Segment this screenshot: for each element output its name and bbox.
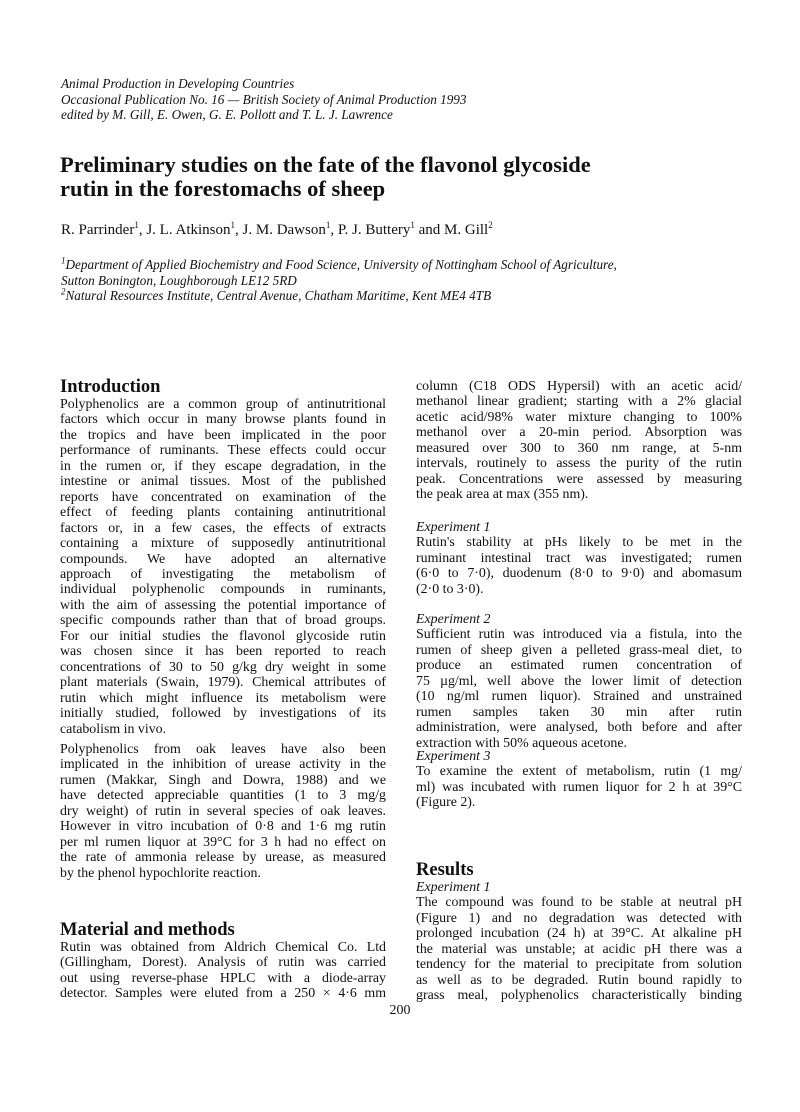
section-heading: Material and methods (60, 920, 235, 940)
paragraph (416, 627, 742, 751)
affiliation-text: Sutton Bonington, Loughborough LE12 5RD (61, 272, 297, 288)
text-line: concentrations of 30 to 50 g/kg dry weight in some (60, 659, 386, 675)
text-line: Polyphenolics from oak leaves have also been (60, 742, 386, 757)
text-line: intervals, routinely to assess the purity of the rutin (416, 456, 742, 472)
experiment-3-section (416, 749, 742, 811)
paragraph (416, 379, 742, 503)
author-name: J. L. Atkinson (146, 222, 231, 238)
series-info (61, 76, 466, 123)
text-line: effect of feeding plants containing antinutritional (60, 505, 386, 521)
text-line: For our initial studies the flavonol glycoside rutin (60, 628, 386, 644)
author-name: J. M. Dawson (242, 222, 326, 238)
text-line: acetic acid/98% water mixture changing to 100% (416, 409, 742, 425)
text-line: have detected appreciable quantities (1 to 3 mg/g (60, 788, 386, 804)
text-line: performance of ruminants. These effects could occur (60, 443, 386, 459)
introduction-section (60, 378, 386, 737)
text-line: Sufficient rutin was introduced via a fistula, into the (416, 627, 742, 643)
text-line: methanol linear gradient; starting with a 2% glacial (416, 394, 742, 410)
text-line: dry weight) of rutin in several species of oak leaves. (60, 803, 386, 819)
text-line: the material was unstable; at acidic pH there was a (416, 941, 742, 957)
text-line: initially studied, followed by investigations of its (60, 706, 386, 722)
text-line: (6·0 to 7·0), duodenum (8·0 to 9·0) and abomasum (416, 566, 742, 582)
paragraph (416, 535, 742, 597)
section-heading: Results (416, 860, 474, 880)
text-line: methanol over a 20-min period. Absorption was (416, 425, 742, 441)
text-line: measured over 300 to 360 nm range, at 5-nm (416, 440, 742, 456)
text-line: out using reverse-phase HPLC with a diode-array (60, 970, 386, 986)
text-line: was chosen since it has been reported to reach (60, 644, 386, 660)
text-line: extraction with 50% aqueous acetone. (416, 735, 627, 751)
text-line: factors or, in a few cases, the effects of extracts (60, 520, 386, 536)
text-line: Preliminary studies on the fate of the flavonol glycoside (60, 152, 591, 177)
text-line: containing a mixture of supposedly antinutritional (60, 536, 386, 552)
text-line: by the phenol hypochlorite reaction. (60, 865, 261, 881)
author-list (61, 222, 493, 239)
text-line: peak. Concentrations were assessed by measuring (416, 471, 742, 487)
text-line: the peak area at max (355 nm). (416, 487, 589, 503)
text-line: implicated in the inhibition of urease activity in the (60, 757, 386, 773)
text-line: detector. Samples were eluted from a 250 × 4·6 mm (60, 986, 386, 1002)
text-line: tendency for the material to precipitate from solution (416, 957, 742, 973)
results-section (416, 861, 742, 1004)
affiliation-line (61, 273, 617, 289)
text-line: per ml rumen liquor at 39°C for 3 h had no effect on (60, 834, 386, 850)
author-name: M. Gill (444, 222, 489, 238)
text-line: in the rumen or, if they escape degradation, in the (60, 458, 386, 474)
text-line: ruminant intestinal tract was investigated; rumen (416, 550, 742, 566)
text-line: specific compounds rather than that of broad groups. (60, 613, 386, 629)
author-separator: , (138, 222, 147, 238)
author-separator: and (414, 222, 445, 238)
author-name: R. Parrinder (61, 222, 135, 238)
affiliation-text: Natural Resources Institute, Central Avenue, Chatham Maritime, Kent ME4 4TB (65, 288, 492, 303)
affiliation-line (61, 257, 617, 273)
text-line: (Gillingham, Dorest). Analysis of rutin was carried (60, 955, 386, 971)
text-line: (Figure 2). (416, 795, 476, 811)
subsection-heading: Experiment 1 (416, 520, 491, 535)
text-line: (Figure 1) and no degradation was detected with (416, 910, 742, 926)
text-line: produce an estimated rumen concentration of (416, 658, 742, 674)
affiliations (61, 257, 617, 304)
author-name: P. J. Buttery (337, 222, 411, 238)
text-line: approach of investigating the metabolism of (60, 566, 386, 582)
text-line: Polyphenolics are a common group of antinutritional (60, 397, 386, 412)
page-number: 200 (389, 1003, 411, 1018)
text-line: grass meal, polyphenolics characteristically binding (416, 988, 742, 1004)
text-line: prolonged incubation (24 h) at 39°C. At alkaline pH (416, 926, 742, 942)
affiliation-marker: 1 (410, 220, 415, 230)
text-line: (2·0 to 3·0). (416, 581, 484, 597)
text-line: Rutin was obtained from Aldrich Chemical Co. Ltd (60, 940, 386, 955)
text-line: reports have concentrated on examination of the (60, 489, 386, 505)
text-line: catabolism in vivo. (60, 721, 167, 737)
text-line: rumen (Makkar, Singh and Dowra, 1988) and we (60, 772, 386, 788)
affiliation-marker: 2 (488, 220, 493, 230)
text-line: column (C18 ODS Hypersil) with an acetic acid/ (416, 379, 742, 394)
text-line: as well as to be degraded. Rutin bound rapidly to (416, 972, 742, 988)
methods-section (60, 921, 386, 1002)
text-line: intestine or animal tissues. Most of the published (60, 474, 386, 490)
text-line: ml) was incubated with rumen liquor for 2 h at 39°C (416, 779, 742, 795)
paragraph (416, 895, 742, 1003)
text-line: The compound was found to be stable at neutral pH (416, 895, 742, 911)
affiliation-marker: 1 (134, 220, 139, 230)
paragraph (416, 764, 742, 810)
text-line: administration, were analysed, both before and after (416, 720, 742, 736)
text-line: edited by M. Gill, E. Owen, G. E. Pollott and T. L. J. Lawrence (61, 107, 393, 122)
text-line: (10 ng/ml rumen liquor). Strained and unstrained (416, 689, 742, 705)
text-line: with the aim of assessing the potential importance of (60, 597, 386, 613)
text-line: Animal Production in Developing Countries (61, 76, 295, 91)
paragraph (60, 397, 386, 737)
affiliation-text: Department of Applied Biochemistry and Food Science, University of Nottingham School of Agriculture, (65, 257, 617, 272)
text-line: rutin in the forestomachs of sheep (60, 176, 386, 201)
affiliation-marker: 1 (230, 220, 236, 230)
text-line: plant materials (Swain, 1979). Chemical attributes of (60, 675, 386, 691)
paragraph (60, 742, 386, 881)
text-line: rumen of sheep given a pelleted grass-meal diet, to (416, 642, 742, 658)
text-line: Occasional Publication No. 16 — British Society of Animal Production 1993 (61, 91, 467, 107)
text-line: rumen samples taken 30 min after rutin (416, 704, 742, 720)
text-line: Rutin's stability at pHs likely to be met in the (416, 535, 742, 551)
text-line: the rate of ammonia release by urease, as measured (60, 850, 386, 866)
text-line: rutin which might influence its metabolism were (60, 690, 386, 706)
subsection-heading: Experiment 3 (416, 749, 491, 764)
text-line: compounds. We have adopted an alternative (60, 551, 386, 567)
affiliation-marker: 1 (61, 255, 66, 266)
experiment-1-section (416, 520, 742, 597)
author-separator: , (235, 222, 243, 238)
affiliation-line (61, 288, 617, 304)
text-line: factors which occur in many browse plants found in (60, 412, 386, 428)
text-line: the tropics and have been implicated in the poor (60, 427, 386, 443)
affiliation-marker: 1 (325, 220, 331, 230)
text-line: individual polyphenolic compounds in ruminants, (60, 582, 386, 598)
text-line: However in vitro incubation of 0·8 and 1·6 mg rutin (60, 819, 386, 835)
subsection-heading: Experiment 1 (416, 880, 491, 895)
subsection-heading: Experiment 2 (416, 612, 491, 627)
experiment-2-section (416, 612, 742, 751)
affiliation-marker: 2 (61, 286, 66, 297)
paragraph (60, 940, 386, 1002)
author-separator: , (330, 222, 338, 238)
paper-title (60, 153, 591, 201)
text-line: 75 µg/ml, well above the lower limit of detection (416, 673, 742, 689)
section-heading: Introduction (60, 377, 161, 397)
text-line: To examine the extent of metabolism, rutin (1 mg/ (416, 764, 742, 780)
